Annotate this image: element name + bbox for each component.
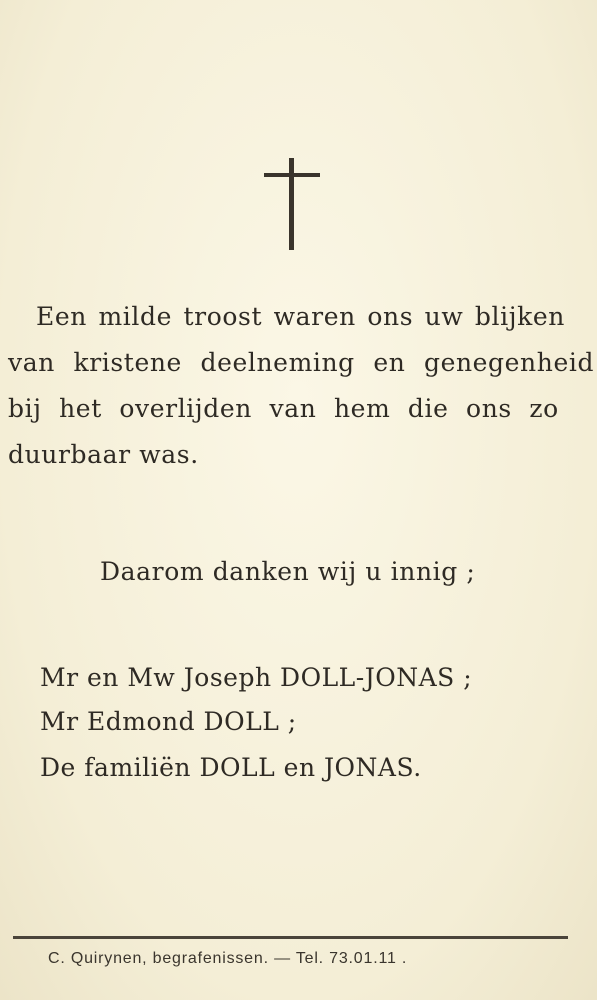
funeral-home-footer: C. Quirynen, begrafenissen. — Tel. 73.01.11 . (48, 950, 408, 967)
cross-vertical-bar (289, 158, 294, 250)
signatory-line: Mr Edmond DOLL ; (40, 707, 297, 736)
message-line: van kristene deelneming en genegenheid (8, 348, 595, 377)
footer-divider (13, 936, 568, 939)
message-line: duurbaar was. (8, 440, 199, 469)
cross-icon (264, 158, 320, 250)
signatory-line: De familiën DOLL en JONAS. (40, 753, 422, 782)
cross-horizontal-bar (264, 173, 320, 177)
signatory-line: Mr en Mw Joseph DOLL-JONAS ; (40, 663, 473, 692)
thanks-line: Daarom danken wij u innig ; (100, 557, 476, 586)
message-line: bij het overlijden van hem die ons zo (8, 394, 559, 423)
message-line: Een milde troost waren ons uw blijken (36, 302, 565, 331)
